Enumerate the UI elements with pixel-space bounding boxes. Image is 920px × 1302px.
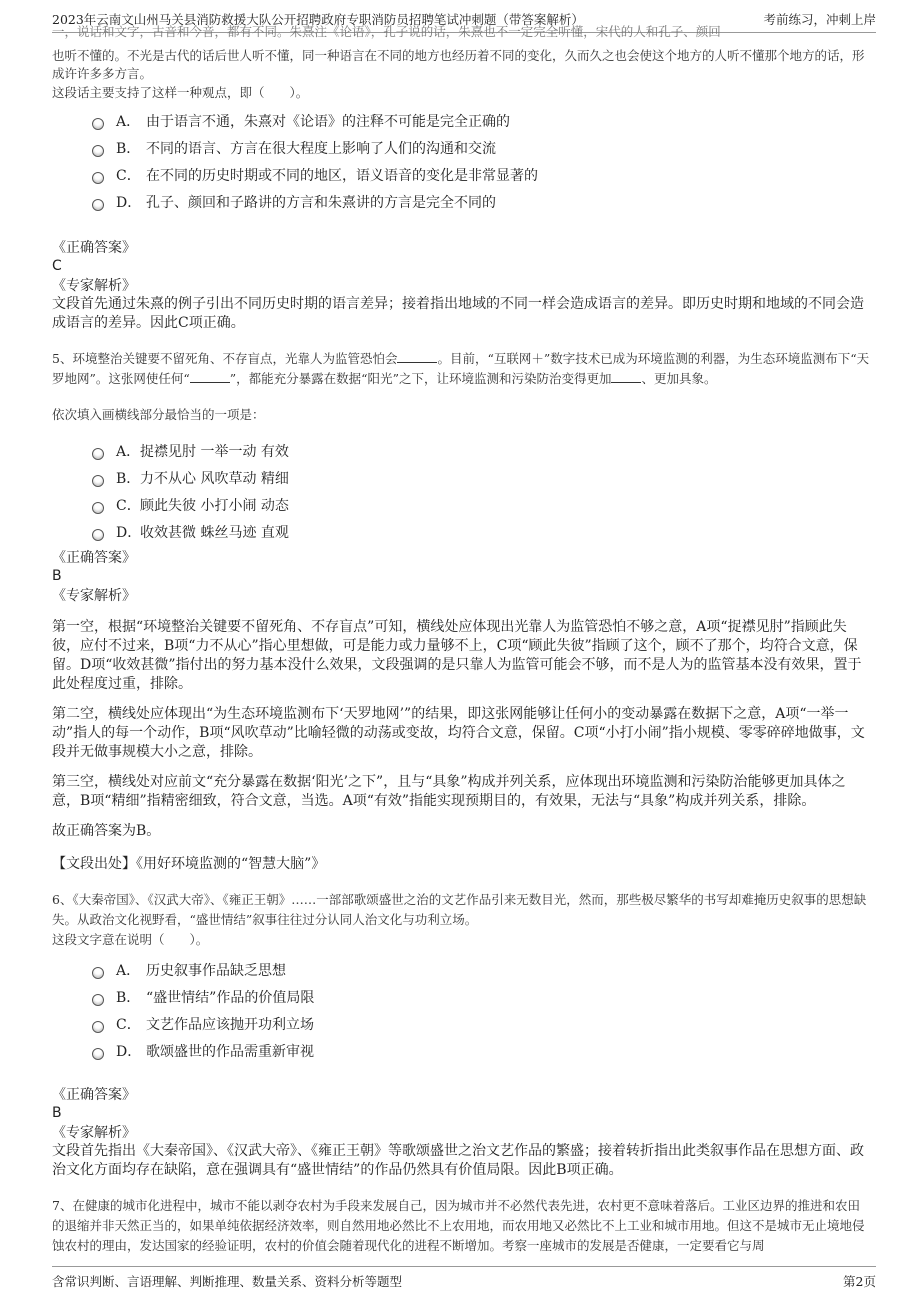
- q4-option-a[interactable]: A． 由于语言不通，朱熹对《论语》的注释不可能是完全正确的: [52, 107, 870, 134]
- q4-lead-text: 也听不懂的。不光是古代的话后世人听不懂，同一种语言在不同的地方也经历着不同的变化，久而久之也会使这个地方的人听不懂那个地方的话，形成许许多多方言。: [52, 48, 865, 81]
- radio-icon[interactable]: [92, 529, 104, 541]
- q6-answer: B: [52, 1105, 62, 1121]
- footer-note: 含常识判断、言语理解、判断推理、数量关系、资料分析等题型: [52, 1274, 403, 1289]
- question-6: [52, 890, 870, 1180]
- q6-analysis: 文段首先指出《大秦帝国》、《汉武大帝》、《雍正王朝》等歌颂盛世之治文艺作品的繁盛；接着转折指出此类叙事作品在思想方面、政治文化方面均存在缺陷，意在强调具有“盛世情结”的作品仍然具有价值局限。因此B项正确。: [52, 1143, 864, 1178]
- radio-icon[interactable]: [92, 967, 104, 979]
- document-title: 2023年云南文山州马关县消防救援大队公开招聘政府专职消防员招聘笔试冲刺题（带答案解析）: [52, 12, 584, 27]
- q6-option-c[interactable]: C． 文艺作品应该抛开功利立场: [52, 1010, 870, 1037]
- q5-analysis-para-3: 第三空，横线处对应前文“充分暴露在数据‘阳光’之下”，且与“具象”构成并列关系，应体现出环境监测和污染防治能够更加具体之意，B项“精细”指精密细致，符合文意，当选。A项“有效”指能实现预期目的，有效果，无法与“具象”构成并列关系，排除。: [52, 774, 846, 809]
- radio-icon[interactable]: [92, 172, 104, 184]
- answer-blank: [190, 370, 230, 383]
- q5-answer-label: 《正确答案》: [52, 550, 136, 566]
- q4-options: [52, 107, 870, 215]
- q5-analysis-label: 《专家解析》: [52, 588, 136, 604]
- q4-question: 这段话主要支持了这样一种观点，即（ ）。: [52, 85, 309, 100]
- answer-blank: [397, 350, 437, 363]
- q4-analysis-label: 《专家解析》: [52, 278, 136, 294]
- q4-answer-label: 《正确答案》: [52, 240, 136, 256]
- q6-question: 这段文字意在说明（ ）。: [52, 932, 209, 947]
- q6-option-b[interactable]: B． “盛世情结”作品的价值局限: [52, 983, 870, 1010]
- q6-option-a[interactable]: A． 历史叙事作品缺乏思想: [52, 956, 870, 983]
- q7-stem: 7、在健康的城市化进程中，城市不能以剥夺农村为手段来发展自己，因为城市并不必然代表先进，农村更不意味着落后。工业区边界的推进和农田的退缩并非天然正当的，如果单纯依据经济效率，则自然用地必然比不上农用地，而农用地又必然比不上工业和城市用地。但这不是城市无止境地侵蚀农村的理由，发达国家的经验证明，农村的价值会随着现代化的进程不断增加。考察一座城市的发展是否健康，一定要看它与周: [52, 1198, 865, 1253]
- q6-options: [52, 956, 870, 1064]
- q5-options: [52, 437, 870, 545]
- q4-analysis: 文段首先通过朱熹的例子引出不同历史时期的语言差异；接着指出地域的不同一样会造成语言的差异。即历史时期和地域的不同会造成语言的差异。因此C项正确。: [52, 296, 864, 331]
- q5-answer: B: [52, 568, 62, 584]
- question-7: [52, 1196, 870, 1256]
- q6-analysis-label: 《专家解析》: [52, 1125, 136, 1141]
- q4-option-d[interactable]: D． 孔子、颜回和子路讲的方言和朱熹讲的方言是完全不同的: [52, 188, 870, 215]
- q4-option-c[interactable]: C． 在不同的历史时期或不同的地区，语义语音的变化是非常显著的: [52, 161, 870, 188]
- answer-blank: [611, 370, 641, 383]
- radio-icon[interactable]: [92, 118, 104, 130]
- q6-stem: 6、《大秦帝国》、《汉武大帝》、《雍正王朝》……一部部歌颂盛世之治的文艺作品引来无数目光，然而，那些极尽繁华的书写却难掩历史叙事的思想缺失。从政治文化视野看，“盛世情结”叙事往往过分认同人治文化与功利立场。: [52, 892, 867, 927]
- page-number: 第2页: [843, 1274, 876, 1289]
- radio-icon[interactable]: [92, 502, 104, 514]
- header-slogan: 考前练习，冲刺上岸: [763, 12, 876, 27]
- q5-option-d[interactable]: D． 收效甚微 蛛丝马迹 直观: [52, 518, 870, 545]
- radio-icon[interactable]: [92, 199, 104, 211]
- page-content: [52, 24, 870, 1256]
- q5-option-a[interactable]: A． 捉襟见肘 一举一动 有效: [52, 437, 870, 464]
- page-footer: [52, 1266, 876, 1296]
- q5-stem: 5、环境整治关键要不留死角、不存盲点，光靠人为监管恐怕会 。目前，“互联网＋”数字技术已成为环境监测的利器，为生态环境监测布下“天罗地网”。这张网使任何“ ”，都能充分暴露在数据“阳光”之下，让环境监测和污染防治变得更加 、更加具象。: [52, 351, 870, 386]
- q5-option-c[interactable]: C． 顾此失彼 小打小闹 动态: [52, 491, 870, 518]
- question-4: [52, 24, 870, 333]
- q4-cut-line: 一，说话和文字，古音和今音，都有不同。朱熹注《论语》，孔子说的话，朱熹也不一定完全听懂，宋代的人和孔子、颜回: [52, 24, 721, 39]
- question-5: [52, 349, 870, 874]
- q5-analysis-para-2: 第二空，横线处应体现出“为生态环境监测布下‘天罗地网’”的结果，即这张网能够让任何小的变动暴露在数据下之意，A项“一举一动”指人的每一个动作，B项“风吹草动”比喻轻微的动荡或变故，均符合文意，保留。C项“小打小闹”指小规模、零零碎碎地做事，文段并无做事规模大小之意，排除。: [52, 706, 865, 760]
- q4-answer: C: [52, 258, 62, 274]
- radio-icon[interactable]: [92, 994, 104, 1006]
- radio-icon[interactable]: [92, 1048, 104, 1060]
- q5-analysis-para-1: 第一空，根据“环境整治关键要不留死角、不存盲点”可知，横线处应体现出光靠人为监管恐怕不够之意，A项“捉襟见肘”指顾此失彼，应付不过来，B项“力不从心”指心里想做，可是能力或力量够不上，C项“顾此失彼”指顾了这个，顾不了那个，均符合文意，保留。D项“收效甚微”指付出的努力基本没什么效果，文段强调的是只靠人为监管可能会不够，而不是人为的监管基本没有效果，置于此处程度过重，排除。: [52, 619, 862, 692]
- q5-option-b[interactable]: B． 力不从心 风吹草动 精细: [52, 464, 870, 491]
- q6-option-d[interactable]: D． 歌颂盛世的作品需重新审视: [52, 1037, 870, 1064]
- q5-analysis-conclusion: 故正确答案为B。: [52, 823, 161, 839]
- radio-icon[interactable]: [92, 145, 104, 157]
- q5-question: 依次填入画横线部分最恰当的一项是：: [52, 407, 265, 422]
- radio-icon[interactable]: [92, 1021, 104, 1033]
- q4-option-b[interactable]: B． 不同的语言、方言在很大程度上影响了人们的沟通和交流: [52, 134, 870, 161]
- radio-icon[interactable]: [92, 475, 104, 487]
- q6-answer-label: 《正确答案》: [52, 1087, 136, 1103]
- q5-source: 【文段出处】《用好环境监测的“智慧大脑”》: [52, 856, 326, 872]
- radio-icon[interactable]: [92, 448, 104, 460]
